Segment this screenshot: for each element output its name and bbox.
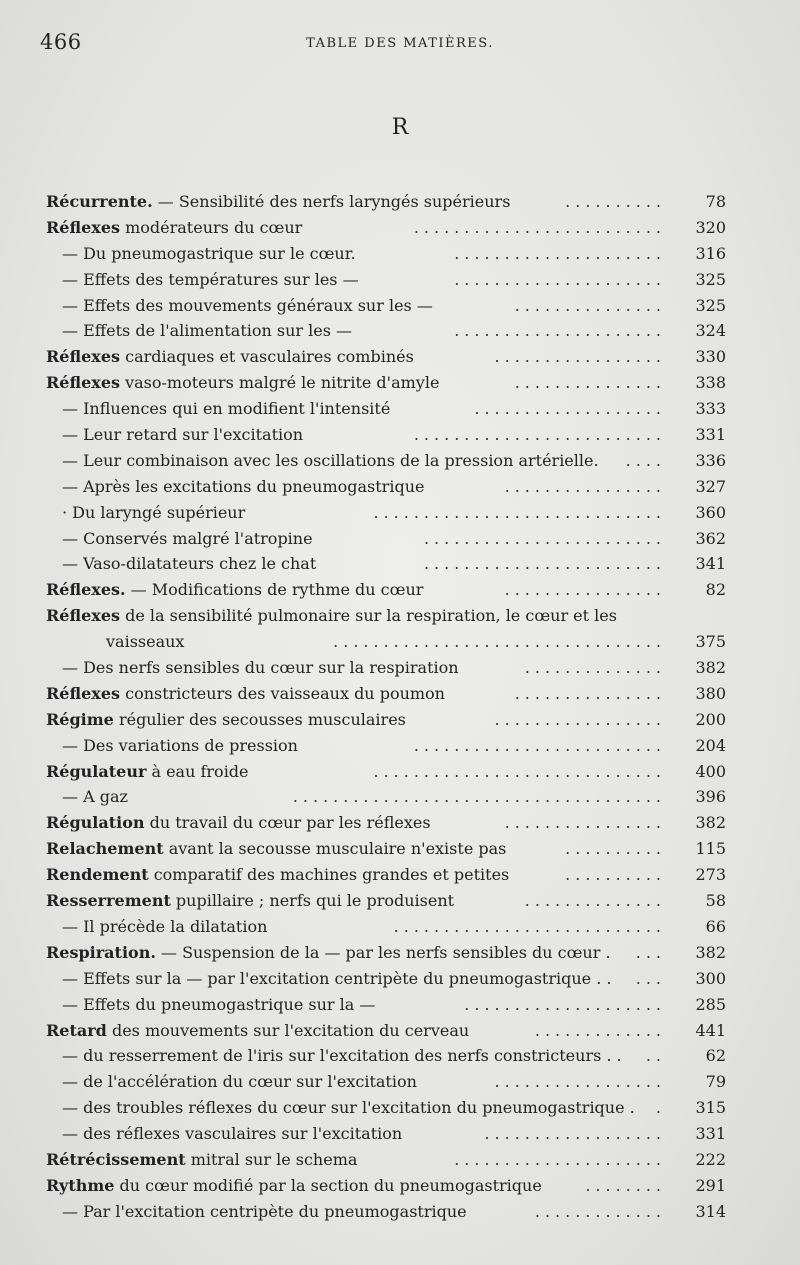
entry-keyword: Réflexes xyxy=(46,606,121,626)
entry-page-number: 362 xyxy=(695,528,726,548)
entry-page-number: 78 xyxy=(705,192,726,211)
dot-leader: ..................... xyxy=(454,243,666,263)
entry-keyword: Réflexes. xyxy=(46,580,126,600)
entry-text xyxy=(46,603,617,629)
entry-description: — A gaz xyxy=(62,787,128,807)
entry-description: mitral sur le schema xyxy=(185,1149,358,1169)
entry-text xyxy=(46,888,454,914)
entry-page-number: 441 xyxy=(695,1020,726,1040)
entry-text xyxy=(62,1095,635,1121)
index-entry xyxy=(46,681,726,707)
entry-page-number: 285 xyxy=(695,994,726,1014)
entry-text xyxy=(46,836,506,862)
index-entry xyxy=(46,526,726,552)
entry-description: comparatif des machines grandes et petites xyxy=(148,865,510,885)
entry-keyword: Réflexes xyxy=(46,347,121,367)
entry-keyword: Rendement xyxy=(46,865,149,885)
entry-text xyxy=(46,810,431,836)
entry-page-number: 382 xyxy=(695,813,726,833)
entry-text xyxy=(106,629,184,655)
dot-leader: ..................................... xyxy=(292,787,666,807)
entry-description: — Vaso-dilatateurs chez le chat xyxy=(62,554,317,574)
entry-text xyxy=(46,1147,357,1173)
entry-description: vaisseaux xyxy=(106,632,185,652)
dot-leader: .......... xyxy=(565,192,666,211)
entry-text xyxy=(62,1069,417,1095)
index-entry xyxy=(46,1043,726,1069)
page-number: 466 xyxy=(40,30,82,54)
index-entry xyxy=(46,733,726,759)
entry-page-number: 331 xyxy=(695,1124,726,1144)
index-entry xyxy=(46,888,726,914)
dot-leader: ......................... xyxy=(413,425,666,445)
index-entry xyxy=(46,1121,726,1147)
index-entry xyxy=(46,603,726,629)
dot-leader: ................ xyxy=(504,580,666,600)
index-entry xyxy=(46,1095,726,1121)
entry-description: cardiaques et vasculaires combinés xyxy=(120,347,414,367)
entry-description: — Du pneumogastrique sur le cœur. xyxy=(62,243,356,263)
entry-description: — de l'accélération du cœur sur l'excitation xyxy=(62,1072,417,1092)
entry-text xyxy=(46,370,439,396)
index-entry xyxy=(46,500,726,526)
entry-description: de la sensibilité pulmonaire sur la respiration, le cœur et les xyxy=(120,606,617,626)
entry-description: — Effets de l'alimentation sur les — xyxy=(62,321,353,341)
entry-description: du cœur modifié par la section du pneumogastrique xyxy=(114,1175,542,1195)
entry-description: constricteurs des vaisseaux du poumon xyxy=(120,683,445,703)
dot-leader: .... xyxy=(625,450,666,470)
entry-text xyxy=(62,396,390,422)
dot-leader: ............................. xyxy=(373,761,666,781)
entry-description: — Il précède la dilatation xyxy=(62,916,268,936)
index-entry xyxy=(46,370,726,396)
entry-text xyxy=(62,966,611,992)
entry-page-number: 273 xyxy=(695,865,726,885)
entry-page-number: 380 xyxy=(695,683,726,703)
dot-leader: ..................... xyxy=(454,321,666,341)
index-entries xyxy=(46,189,726,1225)
entry-page-number: 58 xyxy=(705,891,726,911)
index-entry xyxy=(46,629,726,655)
dot-leader: ........................ xyxy=(423,528,666,548)
index-entry xyxy=(46,577,726,603)
dot-leader: .......... xyxy=(565,865,666,885)
dot-leader: ............... xyxy=(514,683,666,703)
index-entry xyxy=(46,992,726,1018)
entry-page-number: 400 xyxy=(695,761,726,781)
entry-description: des mouvements sur l'excitation du cerveau xyxy=(106,1020,470,1040)
entry-text xyxy=(46,940,611,966)
dot-leader: ................ xyxy=(504,813,666,833)
entry-keyword: Retard xyxy=(46,1020,107,1040)
entry-description: — du resserrement de l'iris sur l'excitation des nerfs constricteurs . . xyxy=(62,1046,622,1066)
entry-page-number: 336 xyxy=(695,450,726,470)
index-entry xyxy=(46,940,726,966)
entry-text xyxy=(62,474,424,500)
entry-description: — Après les excitations du pneumogastrique xyxy=(62,476,425,496)
dot-leader: ................ xyxy=(504,476,666,496)
entry-description: — Influences qui en modifient l'intensité xyxy=(62,399,391,419)
entry-page-number: 327 xyxy=(695,476,726,496)
index-entry xyxy=(46,448,726,474)
entry-text xyxy=(46,577,423,603)
entry-page-number: 204 xyxy=(695,735,726,755)
entry-description: vaso-moteurs malgré le nitrite d'amyle xyxy=(120,373,440,393)
entry-description: du travail du cœur par les réflexes xyxy=(144,813,431,833)
entry-text xyxy=(62,318,352,344)
entry-text xyxy=(62,784,128,810)
entry-description: — Effets sur la — par l'excitation centripète du pneumogastrique . . xyxy=(62,968,612,988)
dot-leader: ..................... xyxy=(454,269,666,289)
entry-text xyxy=(46,759,249,785)
entry-page-number: 325 xyxy=(695,295,726,315)
entry-page-number: 222 xyxy=(695,1149,726,1169)
entry-text xyxy=(62,422,303,448)
entry-page-number: 382 xyxy=(695,658,726,678)
entry-page-number: 382 xyxy=(695,942,726,962)
entry-page-number: 200 xyxy=(695,709,726,729)
entry-description: — Modifications de rythme du cœur xyxy=(125,580,424,600)
entry-text xyxy=(62,733,298,759)
entry-description: pupillaire ; nerfs qui le produisent xyxy=(170,891,455,911)
entry-description: · Du laryngé supérieur xyxy=(62,502,246,522)
entry-page-number: 314 xyxy=(695,1201,726,1221)
entry-description: régulier des secousses musculaires xyxy=(113,709,406,729)
entry-page-number: 338 xyxy=(695,373,726,393)
index-entry xyxy=(46,1069,726,1095)
entry-keyword: Régime xyxy=(46,709,114,729)
entry-page-number: 66 xyxy=(705,916,726,936)
entry-keyword: Réflexes xyxy=(46,373,121,393)
entry-keyword: Réflexes xyxy=(46,217,121,237)
entry-page-number: 79 xyxy=(705,1072,726,1092)
entry-text xyxy=(62,267,359,293)
entry-text xyxy=(62,448,599,474)
section-letter: R xyxy=(391,115,409,140)
entry-description: à eau froide xyxy=(146,761,249,781)
entry-description: — Effets des températures sur les — xyxy=(62,269,359,289)
index-entry xyxy=(46,1147,726,1173)
entry-description: — des troubles réflexes du cœur sur l'excitation du pneumogastrique . xyxy=(62,1098,635,1118)
entry-keyword: Rythme xyxy=(46,1175,115,1195)
dot-leader: ..................... xyxy=(454,1149,666,1169)
entry-description: — Sensibilité des nerfs laryngés supérieurs xyxy=(152,192,511,211)
entry-keyword: Relachement xyxy=(46,839,164,859)
entry-text xyxy=(46,707,406,733)
index-entry xyxy=(46,862,726,888)
dot-leader: ........................ xyxy=(423,554,666,574)
entry-page-number: 360 xyxy=(695,502,726,522)
index-entry xyxy=(46,189,726,215)
entry-page-number: 331 xyxy=(695,425,726,445)
dot-leader: .. xyxy=(645,1046,666,1066)
dot-leader: ... xyxy=(635,968,666,988)
index-entry xyxy=(46,474,726,500)
entry-description: — Suspension de la — par les nerfs sensibles du cœur . xyxy=(155,942,611,962)
index-entry xyxy=(46,914,726,940)
index-entry xyxy=(46,344,726,370)
entry-text xyxy=(46,681,445,707)
page-header xyxy=(40,30,760,60)
index-entry xyxy=(46,1199,726,1225)
index-entry xyxy=(46,655,726,681)
index-entry xyxy=(46,293,726,319)
entry-keyword: Régulation xyxy=(46,813,145,833)
dot-leader: ......................... xyxy=(413,217,666,237)
dot-leader: .................... xyxy=(464,994,666,1014)
entry-keyword: Resserrement xyxy=(46,891,171,911)
index-entry xyxy=(46,267,726,293)
dot-leader: ............... xyxy=(514,373,666,393)
index-entry xyxy=(46,551,726,577)
index-entry xyxy=(46,784,726,810)
entry-description: — des réflexes vasculaires sur l'excitation xyxy=(62,1124,403,1144)
entry-page-number: 316 xyxy=(695,243,726,263)
entry-text xyxy=(62,914,267,940)
index-entry xyxy=(46,1173,726,1199)
entry-description: — Par l'excitation centripète du pneumogastrique xyxy=(62,1201,467,1221)
entry-page-number: 341 xyxy=(695,554,726,574)
entry-page-number: 320 xyxy=(695,217,726,237)
index-entry xyxy=(46,1018,726,1044)
entry-text xyxy=(62,1199,467,1225)
index-entry xyxy=(46,241,726,267)
index-entry xyxy=(46,396,726,422)
entry-text xyxy=(46,215,302,241)
index-entry xyxy=(46,810,726,836)
entry-text xyxy=(62,992,375,1018)
dot-leader: ... xyxy=(635,942,666,962)
index-entry xyxy=(46,215,726,241)
entry-page-number: 396 xyxy=(695,787,726,807)
entry-page-number: 315 xyxy=(695,1098,726,1118)
entry-text xyxy=(46,1018,469,1044)
entry-page-number: 330 xyxy=(695,347,726,367)
entry-text xyxy=(62,1121,402,1147)
dot-leader: ............................. xyxy=(373,502,666,522)
dot-leader: .......... xyxy=(565,839,666,859)
dot-leader: ................... xyxy=(474,399,666,419)
entry-text xyxy=(46,1173,542,1199)
index-entry xyxy=(46,318,726,344)
index-entry xyxy=(46,707,726,733)
dot-leader: ......................... xyxy=(413,735,666,755)
entry-description: modérateurs du cœur xyxy=(120,217,303,237)
index-entry xyxy=(46,759,726,785)
dot-leader: ................. xyxy=(494,1072,666,1092)
entry-description: — Des nerfs sensibles du cœur sur la respiration xyxy=(62,658,459,678)
entry-page-number: 62 xyxy=(705,1046,726,1066)
entry-keyword: Régulateur xyxy=(46,761,147,781)
dot-leader: ............. xyxy=(534,1020,666,1040)
entry-keyword: Récurrente. xyxy=(46,192,153,211)
entry-description: — Des variations de pression xyxy=(62,735,298,755)
entry-page-number: 375 xyxy=(695,632,726,652)
dot-leader: ................. xyxy=(494,709,666,729)
dot-leader: ........................... xyxy=(393,916,666,936)
dot-leader: ........ xyxy=(585,1175,666,1195)
entry-page-number: 82 xyxy=(705,580,726,600)
entry-description: — Leur combinaison avec les oscillations de la pression artérielle. xyxy=(62,450,599,470)
entry-text xyxy=(62,500,245,526)
entry-text xyxy=(62,655,459,681)
dot-leader: .................. xyxy=(484,1124,666,1144)
dot-leader: .............. xyxy=(524,658,666,678)
index-entry xyxy=(46,836,726,862)
entry-text xyxy=(62,241,356,267)
entry-description: — Leur retard sur l'excitation xyxy=(62,425,304,445)
dot-leader: ................. xyxy=(494,347,666,367)
dot-leader: .............. xyxy=(524,891,666,911)
entry-page-number: 333 xyxy=(695,399,726,419)
entry-description: — Effets du pneumogastrique sur la — xyxy=(62,994,376,1014)
entry-page-number: 115 xyxy=(695,839,726,859)
running-title: TABLE DES MATIÈRES. xyxy=(306,36,494,51)
entry-keyword: Réflexes xyxy=(46,683,121,703)
dot-leader: . xyxy=(655,1098,666,1118)
entry-text xyxy=(62,293,433,319)
entry-keyword: Rétrécissement xyxy=(46,1149,186,1169)
index-entry xyxy=(46,966,726,992)
entry-text xyxy=(46,189,510,215)
entry-text xyxy=(62,526,313,552)
entry-page-number: 324 xyxy=(695,321,726,341)
index-entry xyxy=(46,422,726,448)
entry-page-number: 291 xyxy=(695,1175,726,1195)
dot-leader: ............... xyxy=(514,295,666,315)
entry-keyword: Respiration. xyxy=(46,942,156,962)
entry-page-number: 325 xyxy=(695,269,726,289)
dot-leader: ................................. xyxy=(333,632,666,652)
entry-text xyxy=(62,551,316,577)
entry-text xyxy=(62,1043,622,1069)
entry-description: — Effets des mouvements généraux sur les — xyxy=(62,295,433,315)
entry-text xyxy=(46,344,414,370)
dot-leader: ............. xyxy=(534,1201,666,1221)
entry-page-number: 300 xyxy=(695,968,726,988)
entry-description: avant la secousse musculaire n'existe pas xyxy=(163,839,507,859)
entry-text xyxy=(46,862,509,888)
entry-description: — Conservés malgré l'atropine xyxy=(62,528,313,548)
